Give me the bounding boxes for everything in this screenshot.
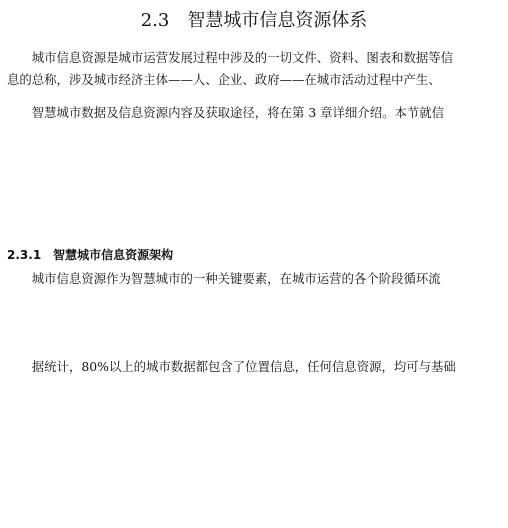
paragraph-1 (7, 47, 501, 91)
paragraph-4 (7, 356, 501, 378)
text-line: 智慧城市数据及信息资源内容及获取途径，将在第 3 章详细介绍。本节就信 (7, 105, 445, 120)
text-line: 城市信息资源作为智慧城市的一种关键要素，在城市运营的各个阶段循环流 (7, 271, 441, 286)
text-line: 据统计，80%以上的城市数据都包含了位置信息，任何信息资源，均可与基础 (7, 359, 456, 374)
section-title: 2.3 智慧城市信息资源体系 (140, 10, 368, 31)
subsection-heading: 2.3.1 智慧城市信息资源架构 (7, 248, 174, 262)
paragraph-3 (7, 268, 501, 290)
paragraph-2 (7, 102, 501, 124)
text-line: 息的总称，涉及城市经济主体——人、企业、政府——在城市活动过程中产生、 (7, 71, 441, 87)
text-line: 城市信息资源是城市运营发展过程中涉及的一切文件、资料、图表和数据等信 (7, 50, 454, 65)
